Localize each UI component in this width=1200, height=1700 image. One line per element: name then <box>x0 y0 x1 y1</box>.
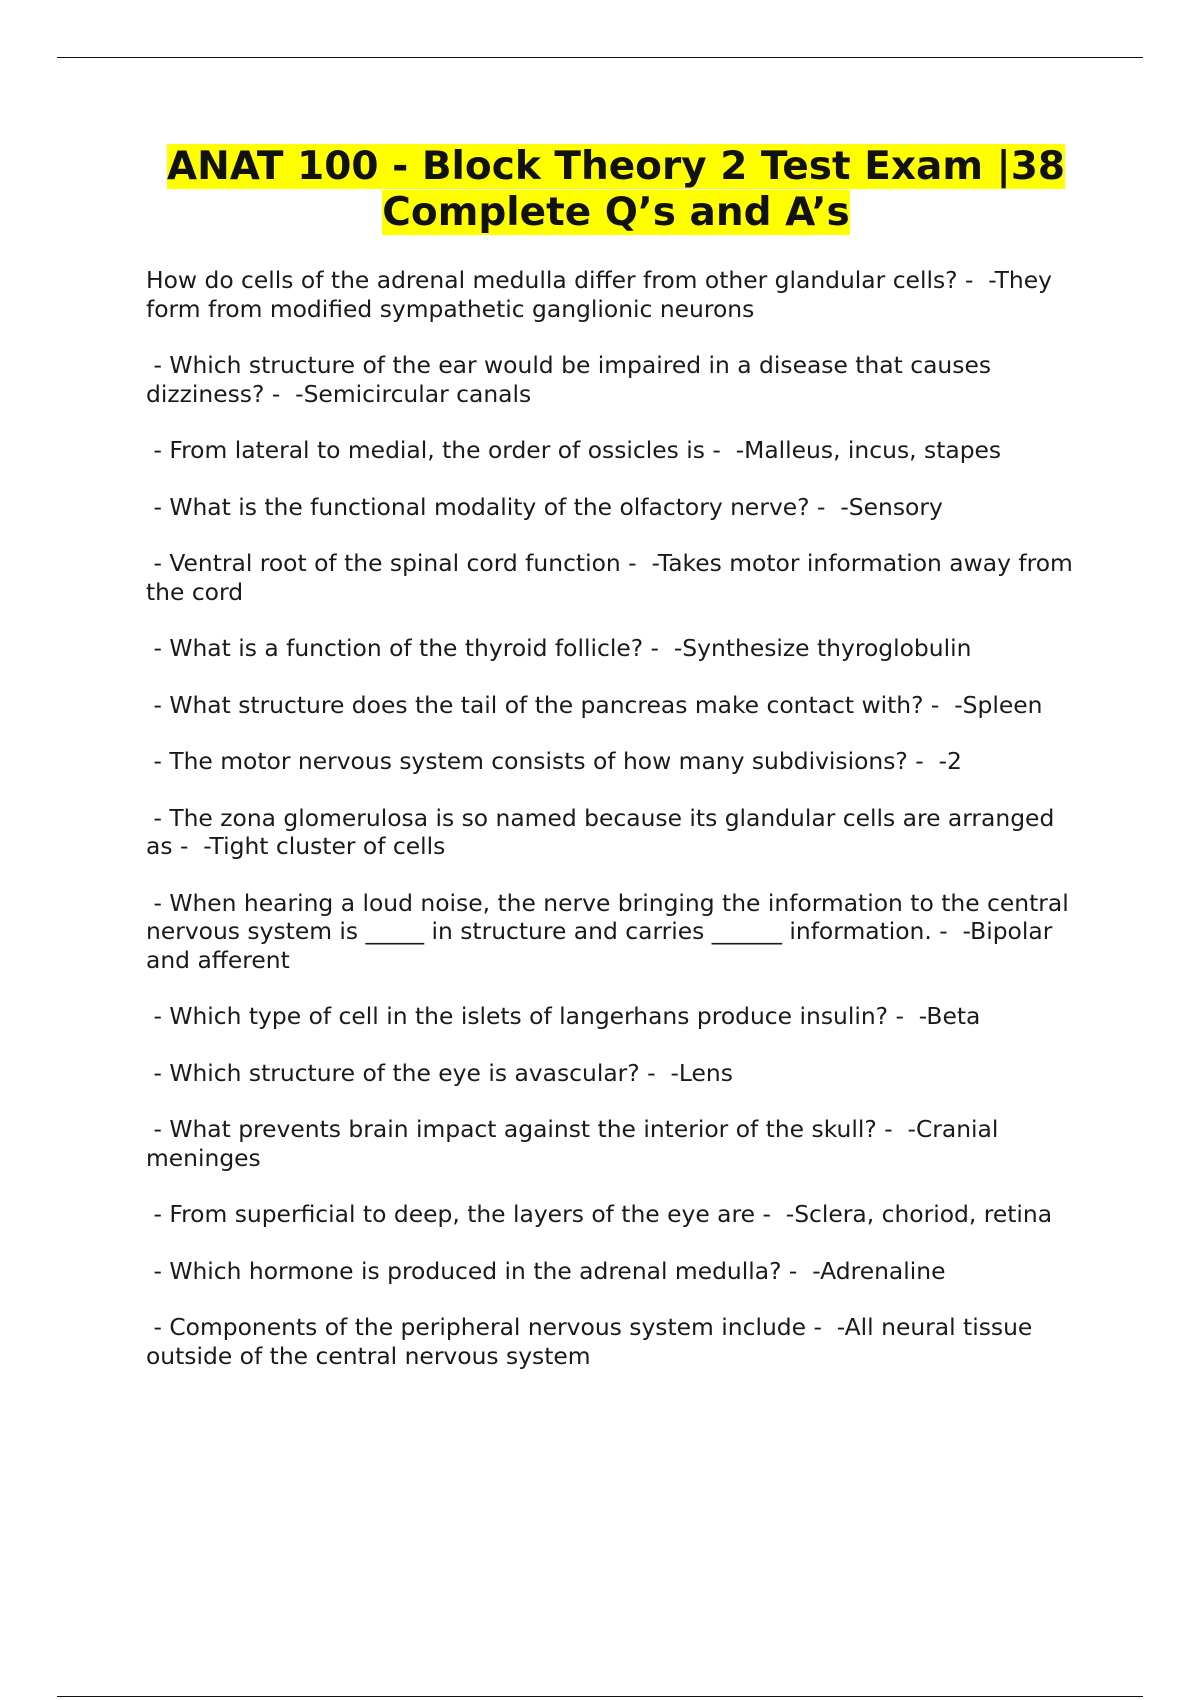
qa-item: - What structure does the tail of the pancreas make contact with? - -Spleen <box>146 690 1043 719</box>
qa-item: - The zona glomerulosa is so named because its glandular cells are arranged as - -Tight cluster of cells <box>146 803 1062 860</box>
qa-item: - The motor nervous system consists of how many subdivisions? - -2 <box>146 747 962 775</box>
qa-item: - Which hormone is produced in the adrenal medulla? - -Adrenaline <box>146 1256 946 1285</box>
qa-item: - Which structure of the ear would be impaired in a disease that causes dizziness? - -Semicircular canals <box>146 351 999 408</box>
qa-item: - Which structure of the eye is avascular? - -Lens <box>146 1058 733 1087</box>
qa-item: - What is a function of the thyroid follicle? - -Synthesize thyroglobulin <box>146 634 972 662</box>
top-rule <box>57 57 1143 58</box>
qa-item: - From lateral to medial, the order of ossicles is - -Malleus, incus, stapes <box>146 436 1002 464</box>
qa-list <box>146 266 1086 1398</box>
qa-item: - What is the functional modality of the olfactory nerve? - -Sensory <box>146 492 943 521</box>
title-block <box>146 144 1086 236</box>
qa-item: How do cells of the adrenal medulla differ from other glandular cells? - -They form from modified sympathetic ganglionic neurons <box>146 266 1060 323</box>
qa-item: - When hearing a loud noise, the nerve bringing the information to the central nervous system is _____ in structure and carries ______ information. - -Bipolar and afferent <box>146 888 1077 974</box>
document-title: ANAT 100 - Block Theory 2 Test Exam |38 Complete Q’s and A’s <box>166 144 1066 235</box>
qa-item: - What prevents brain impact against the interior of the skull? - -Cranial meninges <box>146 1115 1006 1172</box>
bottom-rule <box>57 1696 1143 1697</box>
qa-item: - Which type of cell in the islets of langerhans produce insulin? - -Beta <box>146 1002 981 1030</box>
qa-item: - Ventral root of the spinal cord function - -Takes motor information away from the cord <box>146 549 1081 606</box>
qa-item: - From superficial to deep, the layers of the eye are - -Sclera, choriod, retina <box>146 1200 1053 1228</box>
qa-item: - Components of the peripheral nervous system include - -All neural tissue outside of the central nervous system <box>146 1313 1040 1370</box>
